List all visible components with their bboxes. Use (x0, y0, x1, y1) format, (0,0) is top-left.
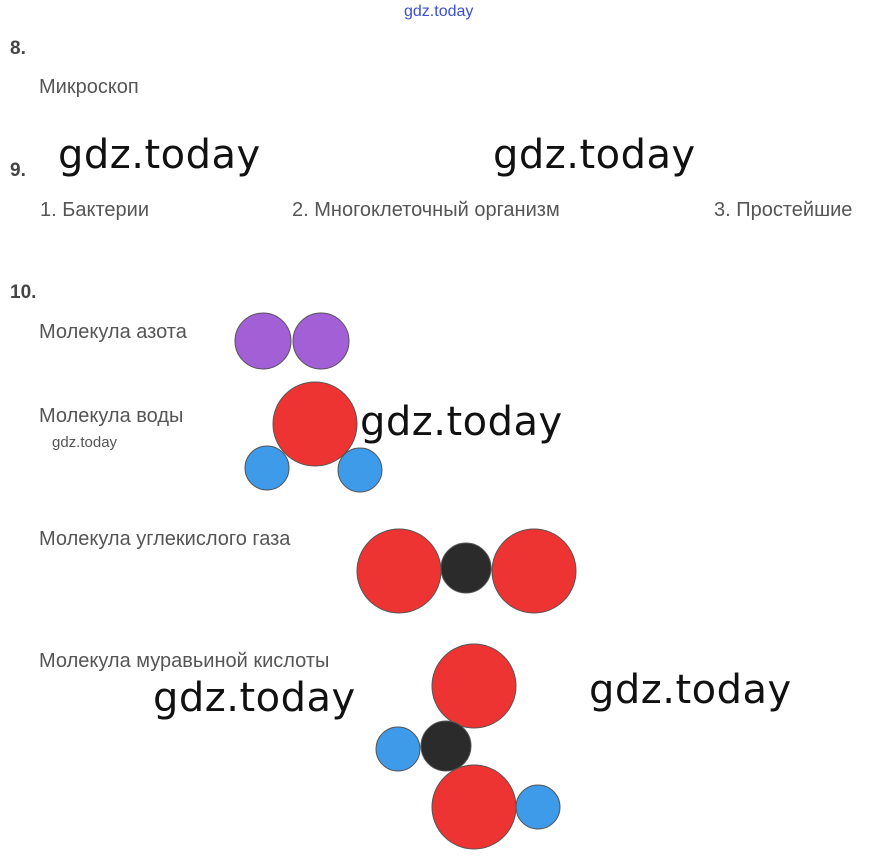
formic-acid-label: Молекула муравьиной кислоты (39, 650, 330, 672)
task-10-number: 10. (10, 282, 37, 303)
task-8-number: 8. (10, 38, 26, 59)
hydrogen-atom (338, 448, 382, 492)
oxygen-atom (492, 529, 576, 613)
nitrogen-atom (235, 313, 291, 369)
watermark: gdz.today (493, 132, 696, 178)
water-label: Молекула воды (39, 405, 184, 427)
oxygen-atom (273, 382, 357, 466)
nitrogen-molecule-diagram (230, 310, 355, 374)
formic-acid-molecule-diagram (370, 640, 570, 855)
watermark: gdz.today (360, 399, 563, 445)
carbon-atom (421, 721, 471, 771)
nitrogen-label: Молекула азота (39, 321, 187, 343)
hydrogen-atom (376, 727, 420, 771)
oxygen-atom (357, 529, 441, 613)
oxygen-atom (432, 644, 516, 728)
co2-molecule-diagram (352, 525, 582, 619)
watermark: gdz.today (52, 434, 118, 451)
hydrogen-atom (516, 785, 560, 829)
watermark: gdz.today (589, 667, 792, 713)
task-9-number: 9. (10, 160, 26, 181)
top-watermark: gdz.today (404, 3, 474, 20)
oxygen-atom (432, 765, 516, 849)
task-8-answer: Микроскоп (39, 76, 139, 98)
task-9-item: 3. Простейшие (714, 199, 853, 221)
watermark: gdz.today (153, 675, 356, 721)
hydrogen-atom (245, 446, 289, 490)
carbon-atom (441, 543, 491, 593)
task-9-item: 1. Бактерии (40, 199, 149, 221)
task-9-item: 2. Многоклеточный организм (292, 199, 560, 221)
watermark: gdz.today (58, 132, 261, 178)
nitrogen-atom (293, 313, 349, 369)
co2-label: Молекула углекислого газа (39, 528, 291, 550)
